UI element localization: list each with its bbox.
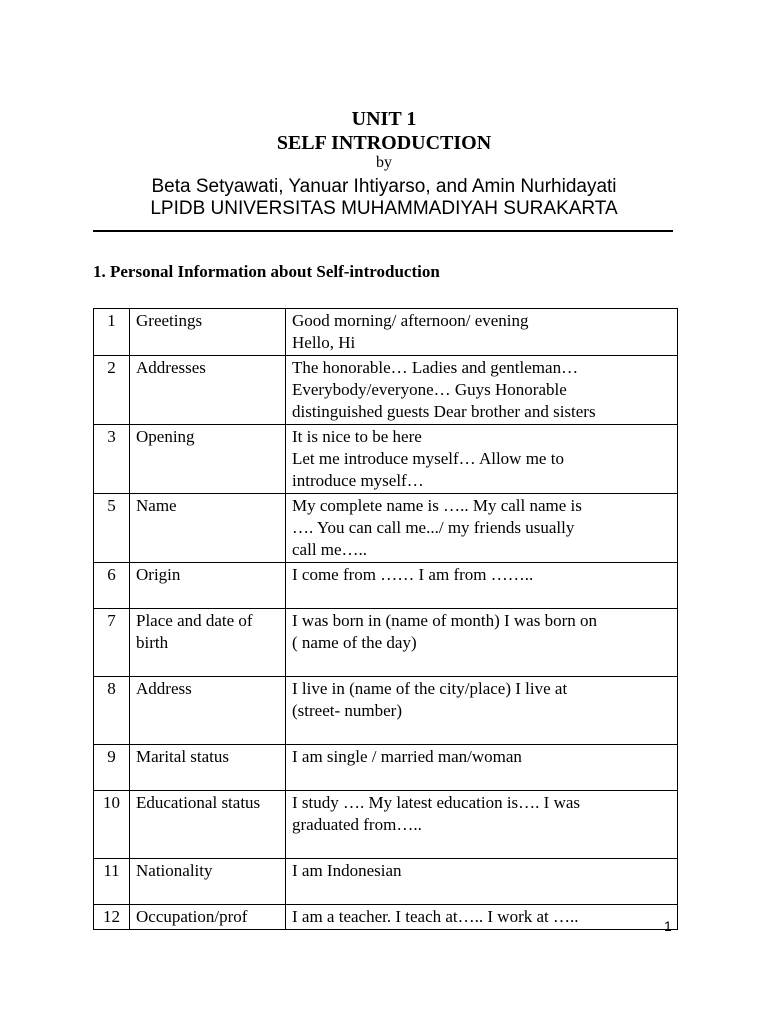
expression-line: ( name of the day): [292, 633, 417, 652]
expression-line: Everybody/everyone… Guys Honorable: [292, 380, 567, 399]
row-number: 2: [94, 356, 130, 425]
row-expression: [286, 745, 678, 791]
row-category: Occupation/prof: [130, 905, 286, 930]
expression-line: My complete name is ….. My call name is: [292, 496, 582, 515]
row-category: Nationality: [130, 859, 286, 905]
row-number: 9: [94, 745, 130, 791]
row-number: 11: [94, 859, 130, 905]
row-category: Opening: [130, 425, 286, 494]
row-number: 1: [94, 309, 130, 356]
table-row: [94, 425, 678, 494]
expression-line: graduated from…..: [292, 815, 422, 834]
table-row: [94, 859, 678, 905]
table-row: [94, 677, 678, 745]
expression-line: I am single / married man/woman: [292, 747, 522, 766]
expression-line: (street- number): [292, 701, 402, 720]
row-expression: [286, 494, 678, 563]
row-expression: [286, 425, 678, 494]
expression-line: I am Indonesian: [292, 861, 402, 880]
expression-line: call me…..: [292, 540, 368, 559]
expression-line: Let me introduce myself… Allow me to: [292, 449, 564, 468]
expression-line: I live in (name of the city/place) I live at: [292, 679, 568, 698]
table-row: [94, 745, 678, 791]
row-category: Place and date of birth: [130, 609, 286, 677]
document-title: SELF INTRODUCTION: [276, 132, 492, 154]
section-heading: 1. Personal Information about Self-introduction: [93, 262, 440, 281]
row-category: Address: [130, 677, 286, 745]
table-row: [94, 494, 678, 563]
row-number: 6: [94, 563, 130, 609]
table-row: [94, 563, 678, 609]
expression-line: introduce myself…: [292, 471, 424, 490]
row-number: 5: [94, 494, 130, 563]
row-expression: [286, 309, 678, 356]
row-number: 3: [94, 425, 130, 494]
by-label: by: [376, 154, 392, 171]
expression-line: distinguished guests Dear brother and sisters: [292, 402, 596, 421]
expression-line: Hello, Hi: [292, 333, 356, 352]
expression-line: …. You can call me.../ my friends usually: [292, 518, 575, 537]
expression-line: The honorable… Ladies and gentleman…: [292, 358, 579, 377]
table-row: [94, 905, 678, 930]
self-introduction-table: [93, 308, 678, 930]
expression-line: I study …. My latest education is…. I was: [292, 793, 581, 812]
row-expression: [286, 563, 678, 609]
row-category: Addresses: [130, 356, 286, 425]
row-expression: [286, 609, 678, 677]
institution-line: LPIDB UNIVERSITAS MUHAMMADIYAH SURAKARTA: [150, 198, 618, 219]
row-category: Name: [130, 494, 286, 563]
table-row: [94, 791, 678, 859]
table-row: [94, 356, 678, 425]
row-category: Educational status: [130, 791, 286, 859]
row-number: 7: [94, 609, 130, 677]
row-number: 8: [94, 677, 130, 745]
row-expression: [286, 859, 678, 905]
unit-label: UNIT 1: [351, 108, 417, 130]
row-number: 10: [94, 791, 130, 859]
table-row: [94, 309, 678, 356]
expression-line: I am a teacher. I teach at….. I work at …..: [292, 907, 579, 926]
expression-line: Good morning/ afternoon/ evening: [292, 311, 529, 330]
header-divider: [93, 230, 673, 232]
expression-line: It is nice to be here: [292, 427, 422, 446]
row-category: Greetings: [130, 309, 286, 356]
table-row: [94, 609, 678, 677]
row-expression: [286, 356, 678, 425]
expression-line: I was born in (name of month) I was born on: [292, 611, 597, 630]
row-category: Origin: [130, 563, 286, 609]
page-number: 1: [664, 918, 672, 934]
row-expression: [286, 677, 678, 745]
authors-line: Beta Setyawati, Yanuar Ihtiyarso, and Amin Nurhidayati: [151, 176, 617, 197]
expression-line: I come from …… I am from ……..: [292, 565, 534, 584]
row-number: 12: [94, 905, 130, 930]
row-expression: [286, 791, 678, 859]
row-category: Marital status: [130, 745, 286, 791]
row-expression: [286, 905, 678, 930]
